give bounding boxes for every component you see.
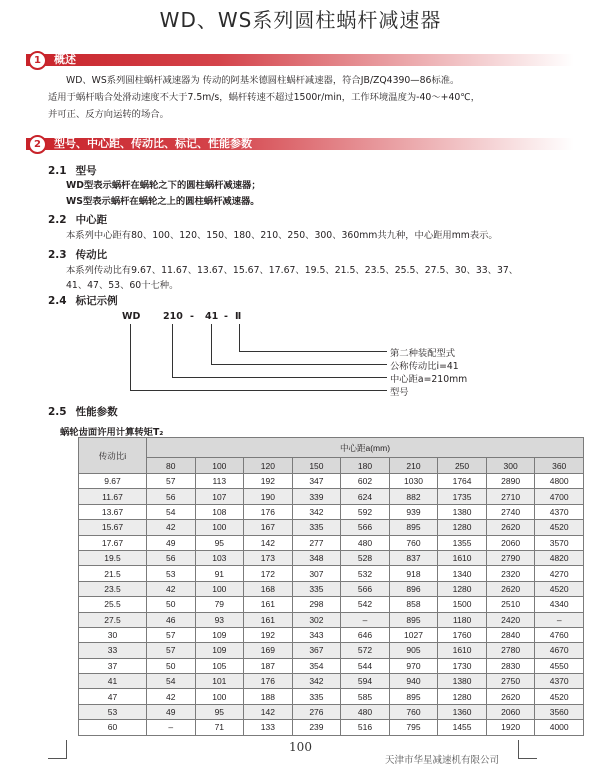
torque-cell: 1610: [438, 550, 487, 565]
center-distance-col-header: 80: [147, 458, 196, 474]
table-row: [79, 704, 584, 719]
torque-cell: 528: [341, 550, 390, 565]
table-row: [79, 489, 584, 504]
ratio-line-1: 本系列传动比有9.67、11.67、13.67、15.67、17.67、19.5、21.5、23.5、25.5、27.5、30、33、37、: [66, 265, 519, 276]
torque-cell: 480: [341, 535, 390, 550]
torque-cell: 56: [147, 489, 196, 504]
table-row: [79, 674, 584, 689]
table-row: [79, 535, 584, 550]
torque-cell: 176: [244, 674, 293, 689]
torque-cell: 46: [147, 612, 196, 627]
torque-cell: 4670: [535, 643, 584, 658]
torque-cell: 566: [341, 520, 390, 535]
torque-cell: 4800: [535, 474, 584, 489]
torque-cell: 54: [147, 504, 196, 519]
torque-cell: 940: [389, 674, 438, 689]
torque-cell: 188: [244, 689, 293, 704]
torque-cell: 646: [341, 627, 390, 642]
torque-cell: 760: [389, 704, 438, 719]
torque-cell: 939: [389, 504, 438, 519]
torque-cell: 307: [292, 566, 341, 581]
torque-cell: 4520: [535, 689, 584, 704]
torque-cell: 4270: [535, 566, 584, 581]
table-row: [79, 520, 584, 535]
torque-cell: 176: [244, 504, 293, 519]
torque-cell: 95: [195, 704, 244, 719]
torque-cell: 895: [389, 689, 438, 704]
torque-cell: 1180: [438, 612, 487, 627]
subsection-2-1-title: 型号: [75, 165, 97, 177]
section-2-number: 2: [28, 135, 47, 154]
torque-cell: 572: [341, 643, 390, 658]
torque-cell: 602: [341, 474, 390, 489]
center-distance-line: 本系列中心距有80、100、120、150、180、210、250、300、360mm共九种，中心距用mm表示。: [66, 230, 498, 241]
torque-cell: 1760: [438, 627, 487, 642]
torque-cell: 896: [389, 581, 438, 596]
torque-cell: 192: [244, 474, 293, 489]
torque-cell: 298: [292, 597, 341, 612]
center-distance-col-header: 150: [292, 458, 341, 474]
table-row: [79, 474, 584, 489]
torque-cell: 142: [244, 535, 293, 550]
leader-line-assembly-v: [239, 324, 240, 352]
company-name: 天津市华星减速机有限公司: [385, 755, 500, 766]
torque-cell: 109: [195, 627, 244, 642]
ratio-cell: 17.67: [79, 535, 147, 550]
torque-cell: 2710: [486, 489, 535, 504]
torque-cell: 1340: [438, 566, 487, 581]
torque-cell: 1280: [438, 689, 487, 704]
torque-cell: 2620: [486, 689, 535, 704]
section-1-bar: [26, 54, 574, 66]
torque-cell: 192: [244, 627, 293, 642]
ratio-cell: 23.5: [79, 581, 147, 596]
torque-cell: 760: [389, 535, 438, 550]
torque-cell: 2420: [486, 612, 535, 627]
center-distance-col-header: 250: [438, 458, 487, 474]
torque-cell: 4520: [535, 520, 584, 535]
subsection-2-3-heading: [48, 247, 107, 262]
center-distance-col-header: 180: [341, 458, 390, 474]
torque-cell: 1455: [438, 720, 487, 735]
model-line-2: WS型表示蜗杆在蜗轮之上的圆柱蜗杆减速器。: [66, 196, 260, 207]
torque-cell: 173: [244, 550, 293, 565]
torque-cell: 108: [195, 504, 244, 519]
table-row: [79, 643, 584, 658]
table-caption: 蜗轮齿面许用计算转矩T₂: [60, 427, 164, 438]
model-line-1: WD型表示蜗杆在蜗轮之下的圆柱蜗杆减速器；: [66, 180, 261, 191]
torque-cell: 172: [244, 566, 293, 581]
ratio-cell: 21.5: [79, 566, 147, 581]
torque-table: [78, 437, 584, 736]
torque-cell: 100: [195, 689, 244, 704]
ratio-line-2: 41、47、53、60十七种。: [66, 280, 179, 291]
ratio-column-header: 传动比i: [79, 438, 147, 474]
subsection-2-2-number: 2.2: [48, 214, 67, 226]
leader-line-center-h: [172, 377, 387, 378]
torque-cell: 624: [341, 489, 390, 504]
torque-cell: 1500: [438, 597, 487, 612]
torque-cell: 1610: [438, 643, 487, 658]
torque-cell: 56: [147, 550, 196, 565]
torque-cell: 2060: [486, 704, 535, 719]
torque-cell: 42: [147, 581, 196, 596]
torque-cell: 161: [244, 597, 293, 612]
torque-cell: 2840: [486, 627, 535, 642]
torque-cell: 54: [147, 674, 196, 689]
torque-cell: 4700: [535, 489, 584, 504]
torque-cell: 169: [244, 643, 293, 658]
ratio-cell: 9.67: [79, 474, 147, 489]
torque-cell: –: [535, 612, 584, 627]
torque-cell: 1735: [438, 489, 487, 504]
torque-cell: 302: [292, 612, 341, 627]
torque-cell: 1730: [438, 658, 487, 673]
torque-cell: 2830: [486, 658, 535, 673]
torque-cell: 50: [147, 658, 196, 673]
subsection-2-5-heading: [48, 404, 118, 419]
mark-assembly-type: Ⅱ: [235, 311, 242, 322]
page-title: WD、WS系列圆柱蜗杆减速器: [159, 8, 442, 32]
ratio-cell: 60: [79, 720, 147, 735]
subsection-2-4-heading: [48, 293, 118, 308]
mark-dash-1: -: [190, 311, 194, 322]
torque-cell: 190: [244, 489, 293, 504]
leader-line-center-v: [172, 324, 173, 378]
torque-cell: 918: [389, 566, 438, 581]
torque-cell: 4370: [535, 504, 584, 519]
torque-cell: 105: [195, 658, 244, 673]
leader-line-ratio-v: [211, 324, 212, 365]
torque-cell: 367: [292, 643, 341, 658]
torque-cell: –: [147, 720, 196, 735]
torque-cell: 57: [147, 627, 196, 642]
torque-cell: 101: [195, 674, 244, 689]
torque-cell: 133: [244, 720, 293, 735]
torque-cell: 239: [292, 720, 341, 735]
torque-cell: –: [341, 612, 390, 627]
torque-cell: 335: [292, 520, 341, 535]
torque-cell: 837: [389, 550, 438, 565]
leader-line-model-v: [130, 324, 131, 391]
torque-cell: 49: [147, 704, 196, 719]
torque-cell: 49: [147, 535, 196, 550]
center-distance-col-header: 210: [389, 458, 438, 474]
ratio-cell: 19.5: [79, 550, 147, 565]
torque-cell: 1030: [389, 474, 438, 489]
torque-cell: 1360: [438, 704, 487, 719]
torque-cell: 1764: [438, 474, 487, 489]
ratio-cell: 33: [79, 643, 147, 658]
table-row: [79, 658, 584, 673]
torque-cell: 95: [195, 535, 244, 550]
mark-label-model: 型号: [390, 387, 409, 398]
torque-cell: 4550: [535, 658, 584, 673]
torque-cell: 57: [147, 643, 196, 658]
center-distance-col-header: 360: [535, 458, 584, 474]
torque-cell: 57: [147, 474, 196, 489]
torque-cell: 113: [195, 474, 244, 489]
section-1-number: 1: [28, 51, 47, 70]
torque-cell: 187: [244, 658, 293, 673]
overview-line-3: 并可正、反方向运转的场合。: [48, 109, 169, 120]
torque-cell: 2060: [486, 535, 535, 550]
torque-cell: 4340: [535, 597, 584, 612]
torque-cell: 1920: [486, 720, 535, 735]
torque-cell: 544: [341, 658, 390, 673]
table-row: [79, 597, 584, 612]
torque-cell: 339: [292, 489, 341, 504]
torque-cell: 795: [389, 720, 438, 735]
ratio-cell: 11.67: [79, 489, 147, 504]
torque-cell: 42: [147, 689, 196, 704]
ratio-cell: 27.5: [79, 612, 147, 627]
ratio-cell: 30: [79, 627, 147, 642]
torque-cell: 1380: [438, 504, 487, 519]
subsection-2-4-number: 2.4: [48, 295, 67, 307]
torque-cell: 4370: [535, 674, 584, 689]
torque-cell: 858: [389, 597, 438, 612]
torque-cell: 1280: [438, 520, 487, 535]
torque-cell: 2890: [486, 474, 535, 489]
torque-cell: 2620: [486, 520, 535, 535]
subsection-2-4-title: 标记示例: [75, 295, 118, 307]
torque-cell: 542: [341, 597, 390, 612]
mark-dash-2: -: [224, 311, 228, 322]
overview-line-2: 适用于蜗杆啮合处滑动速度不大于7.5m/s，蜗杆转速不超过1500r/min，工作环境温度为-40～+40℃，: [48, 92, 481, 103]
mark-ratio: 41: [205, 311, 219, 322]
overview-line-1: WD、WS系列圆柱蜗杆减速器为 传动的阿基米德圆柱蜗杆减速器，符合JB/ZQ4390—86标准。: [66, 75, 460, 86]
torque-cell: 335: [292, 689, 341, 704]
torque-cell: 1027: [389, 627, 438, 642]
leader-line-assembly-h: [239, 351, 387, 352]
table-row: [79, 720, 584, 735]
torque-cell: 970: [389, 658, 438, 673]
torque-cell: 4520: [535, 581, 584, 596]
torque-cell: 4760: [535, 627, 584, 642]
torque-cell: 109: [195, 643, 244, 658]
torque-cell: 53: [147, 566, 196, 581]
ratio-cell: 53: [79, 704, 147, 719]
torque-cell: 276: [292, 704, 341, 719]
torque-cell: 103: [195, 550, 244, 565]
torque-cell: 100: [195, 520, 244, 535]
torque-cell: 2740: [486, 504, 535, 519]
section-2-heading: 型号、中心距、传动比、标记、性能参数: [54, 137, 252, 150]
center-distance-col-header: 120: [244, 458, 293, 474]
mark-label-center: 中心距a=210mm: [390, 374, 468, 385]
torque-cell: 335: [292, 581, 341, 596]
torque-cell: 905: [389, 643, 438, 658]
torque-cell: 592: [341, 504, 390, 519]
subsection-2-2-heading: [48, 212, 107, 227]
torque-cell: 2780: [486, 643, 535, 658]
torque-cell: 1355: [438, 535, 487, 550]
center-distance-col-header: 100: [195, 458, 244, 474]
table-row: [79, 627, 584, 642]
torque-cell: 168: [244, 581, 293, 596]
torque-cell: 79: [195, 597, 244, 612]
torque-cell: 480: [341, 704, 390, 719]
mark-label-ratio: 公称传动比i=41: [390, 361, 459, 372]
table-row: [79, 581, 584, 596]
ratio-cell: 37: [79, 658, 147, 673]
torque-cell: 2320: [486, 566, 535, 581]
mark-center-distance: 210: [163, 311, 183, 322]
subsection-2-2-title: 中心距: [75, 214, 108, 226]
subsection-2-1-heading: [48, 163, 97, 178]
torque-cell: 91: [195, 566, 244, 581]
leader-line-ratio-h: [211, 364, 387, 365]
torque-cell: 566: [341, 581, 390, 596]
ratio-cell: 41: [79, 674, 147, 689]
table-row: [79, 612, 584, 627]
torque-cell: 2750: [486, 674, 535, 689]
torque-cell: 107: [195, 489, 244, 504]
mark-label-assembly: 第二种装配型式: [390, 348, 456, 359]
torque-cell: 100: [195, 581, 244, 596]
torque-cell: 277: [292, 535, 341, 550]
torque-cell: 343: [292, 627, 341, 642]
torque-cell: 4820: [535, 550, 584, 565]
column-header-row: [79, 458, 584, 474]
torque-cell: 2510: [486, 597, 535, 612]
torque-cell: 42: [147, 520, 196, 535]
torque-cell: 895: [389, 612, 438, 627]
table-row: [79, 689, 584, 704]
torque-cell: 516: [341, 720, 390, 735]
table-row: [79, 566, 584, 581]
torque-cell: 2620: [486, 581, 535, 596]
torque-cell: 161: [244, 612, 293, 627]
torque-cell: 4000: [535, 720, 584, 735]
torque-cell: 3570: [535, 535, 584, 550]
subsection-2-5-number: 2.5: [48, 406, 67, 418]
torque-cell: 71: [195, 720, 244, 735]
subsection-2-3-title: 传动比: [75, 249, 108, 261]
ratio-cell: 15.67: [79, 520, 147, 535]
torque-cell: 167: [244, 520, 293, 535]
center-distance-header: 中心距a(mm): [147, 438, 584, 458]
torque-cell: 342: [292, 674, 341, 689]
torque-cell: 93: [195, 612, 244, 627]
leader-line-model-h: [130, 390, 387, 391]
center-distance-col-header: 300: [486, 458, 535, 474]
mark-model: WD: [122, 311, 141, 322]
torque-cell: 594: [341, 674, 390, 689]
torque-cell: 585: [341, 689, 390, 704]
table-row: [79, 550, 584, 565]
ratio-cell: 47: [79, 689, 147, 704]
torque-cell: 347: [292, 474, 341, 489]
torque-cell: 354: [292, 658, 341, 673]
page-number: 100: [289, 740, 312, 754]
table-row: [79, 504, 584, 519]
torque-cell: 1380: [438, 674, 487, 689]
torque-cell: 2790: [486, 550, 535, 565]
ratio-cell: 13.67: [79, 504, 147, 519]
torque-cell: 882: [389, 489, 438, 504]
ratio-cell: 25.5: [79, 597, 147, 612]
table-body: [79, 474, 584, 736]
torque-cell: 532: [341, 566, 390, 581]
subsection-2-3-number: 2.3: [48, 249, 67, 261]
torque-cell: 1280: [438, 581, 487, 596]
torque-cell: 348: [292, 550, 341, 565]
section-1-heading: 概述: [54, 53, 76, 66]
torque-cell: 50: [147, 597, 196, 612]
torque-cell: 895: [389, 520, 438, 535]
subsection-2-5-title: 性能参数: [75, 406, 118, 418]
torque-cell: 142: [244, 704, 293, 719]
torque-cell: 3560: [535, 704, 584, 719]
torque-cell: 342: [292, 504, 341, 519]
subsection-2-1-number: 2.1: [48, 165, 67, 177]
